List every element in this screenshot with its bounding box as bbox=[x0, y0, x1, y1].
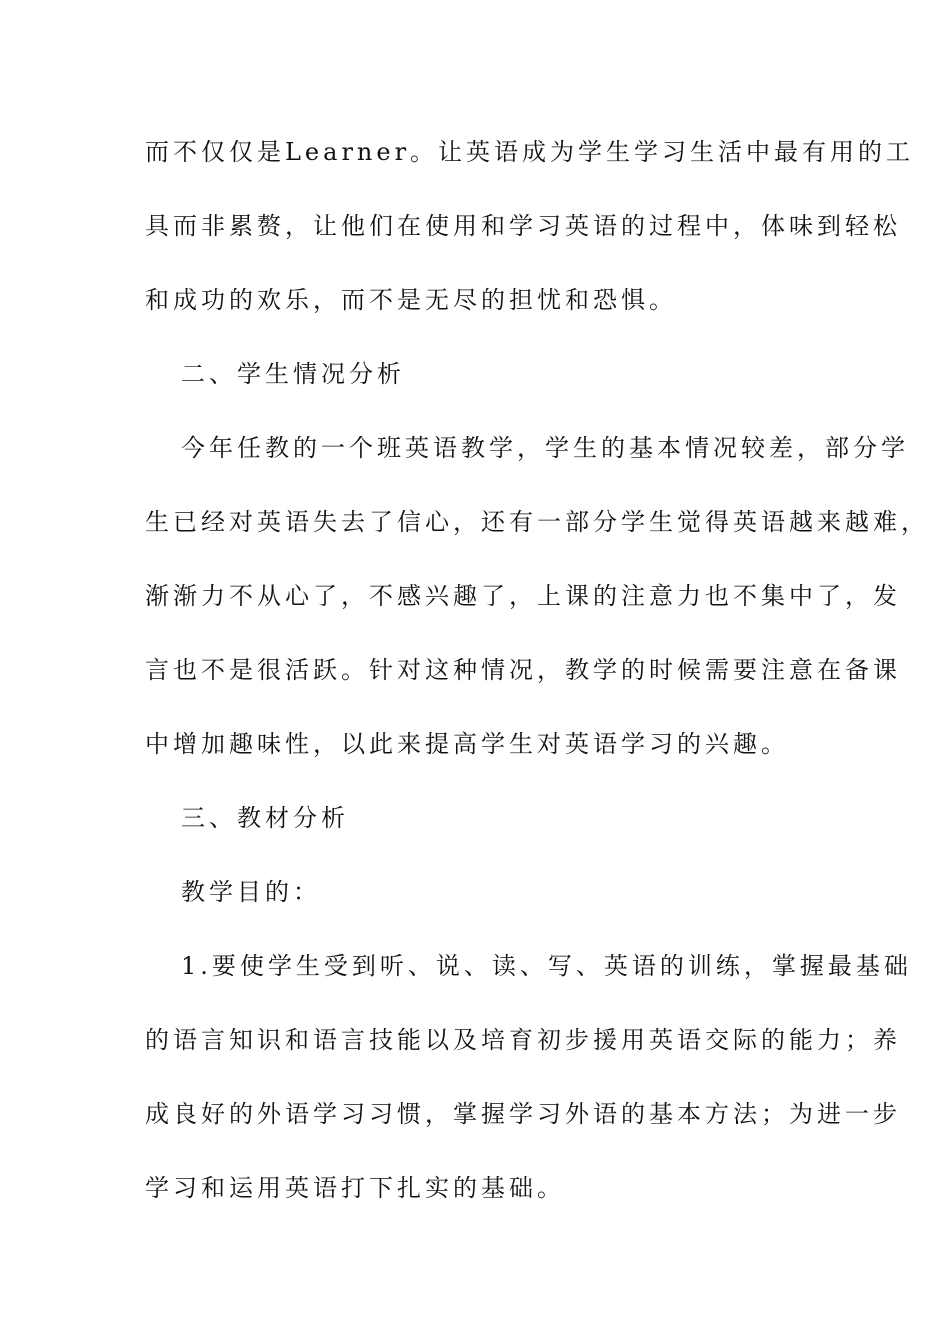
paragraph-line: 而不仅仅是Learner。让英语成为学生学习生活中最有用的工 bbox=[145, 138, 915, 166]
document-body bbox=[145, 132, 929, 1242]
numbered-item-line: 1.要使学生受到听、说、读、写、英语的训练，掌握最基础 bbox=[181, 952, 912, 980]
paragraph-line: 言也不是很活跃。针对这种情况，教学的时候需要注意在备课 bbox=[145, 656, 901, 684]
paragraph-line: 的语言知识和语言技能以及培育初步援用英语交际的能力；养 bbox=[145, 1026, 901, 1054]
paragraph-line: 今年任教的一个班英语教学，学生的基本情况较差，部分学 bbox=[181, 434, 909, 462]
paragraph-line: 渐渐力不从心了，不感兴趣了，上课的注意力也不集中了，发 bbox=[145, 582, 901, 610]
paragraph-line: 和成功的欢乐，而不是无尽的担忧和恐惧。 bbox=[145, 286, 677, 314]
paragraph-line: 成良好的外语学习习惯，掌握学习外语的基本方法；为进一步 bbox=[145, 1100, 901, 1128]
paragraph-line: 中增加趣味性，以此来提高学生对英语学习的兴趣。 bbox=[145, 730, 789, 758]
section-heading-textbook-analysis: 三、教材分析 bbox=[181, 804, 349, 832]
paragraph-line: 学习和运用英语打下扎实的基础。 bbox=[145, 1174, 565, 1202]
subheading-teaching-goals: 教学目的： bbox=[181, 878, 321, 906]
paragraph-line: 具而非累赘，让他们在使用和学习英语的过程中，体味到轻松 bbox=[145, 212, 901, 240]
paragraph-line: 生已经对英语失去了信心，还有一部分学生觉得英语越来越难， bbox=[145, 508, 929, 536]
section-heading-student-analysis: 二、学生情况分析 bbox=[181, 360, 405, 388]
